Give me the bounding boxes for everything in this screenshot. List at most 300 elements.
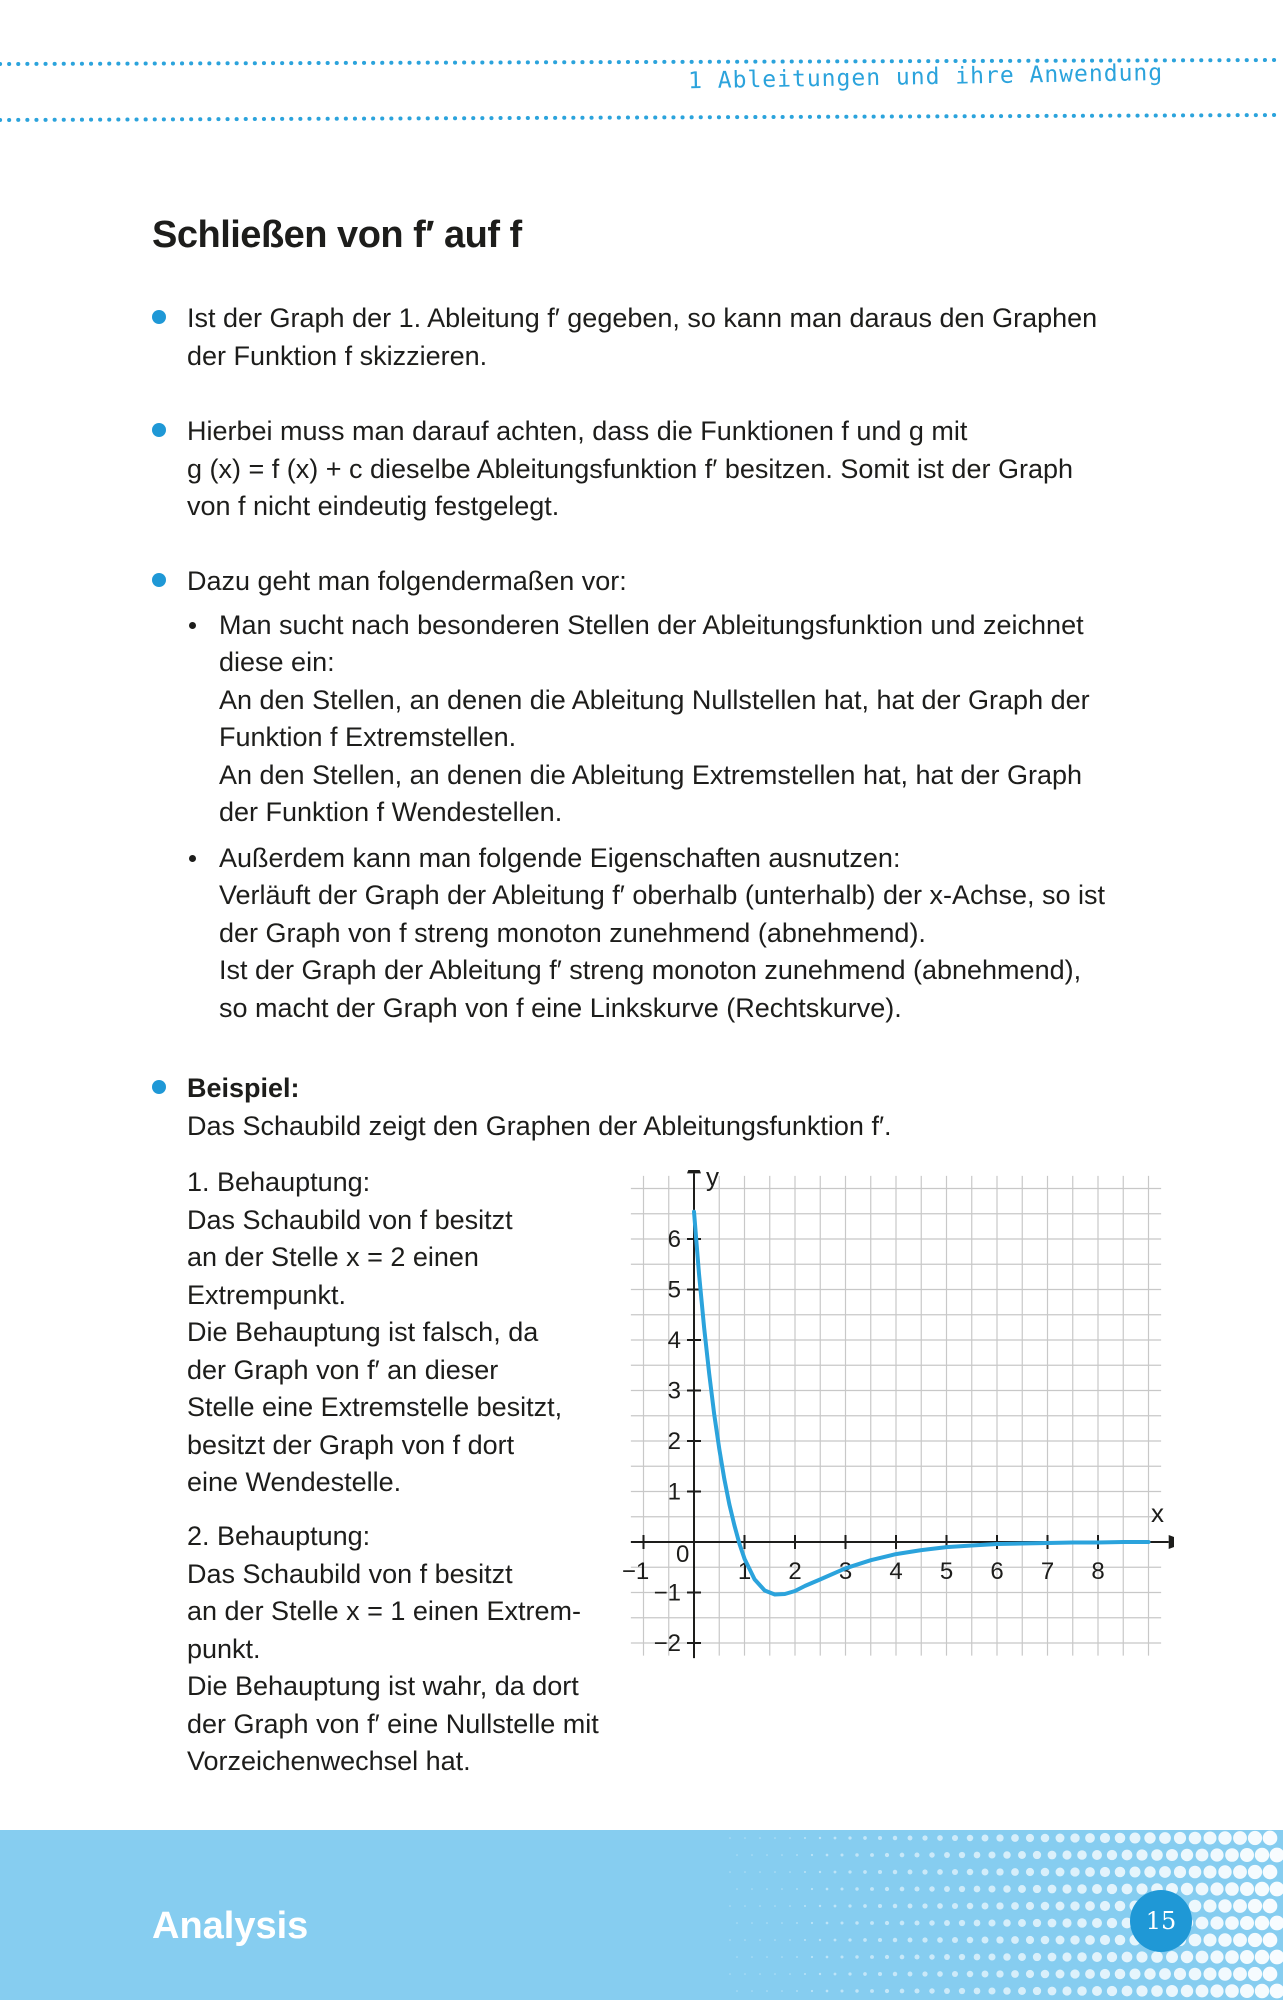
halftone-dot <box>1122 1850 1133 1861</box>
halftone-dot <box>1048 1851 1057 1860</box>
halftone-dot <box>1003 1919 1011 1927</box>
halftone-dot <box>900 1955 905 1960</box>
halftone-dot <box>1159 1832 1171 1844</box>
chart-labels <box>676 1170 1164 1568</box>
halftone-dot <box>789 1837 791 1839</box>
halftone-dot <box>781 1990 783 1992</box>
halftone-dot <box>855 1887 858 1890</box>
halftone-dot <box>804 1939 806 1941</box>
halftone-dot <box>922 1869 927 1874</box>
y-axis-arrow-icon <box>687 1170 701 1173</box>
halftone-dot <box>929 1988 934 1993</box>
halftone-dot <box>893 1836 897 1840</box>
halftone-dot <box>766 1990 768 1992</box>
halftone-dot <box>1033 1919 1041 1927</box>
halftone-dot <box>1056 1970 1065 1979</box>
halftone-dot <box>1255 1984 1269 1998</box>
halftone-dot <box>1248 1899 1262 1913</box>
halftone-dot <box>1107 1884 1117 1894</box>
halftone-dot <box>840 1887 843 1890</box>
halftone-dot <box>996 1902 1003 1909</box>
halftone-dot <box>1181 1951 1193 1963</box>
halftone-dot <box>834 1905 837 1908</box>
halftone-dot <box>1033 1885 1041 1893</box>
x-tick-label: 2 <box>788 1558 802 1585</box>
halftone-dot <box>922 1835 927 1840</box>
derivative-graph <box>614 1170 1174 1670</box>
halftone-dot <box>952 1937 958 1943</box>
halftone-dot <box>1003 1987 1011 1995</box>
halftone-dot <box>781 1888 783 1890</box>
claim-1-line-8: besitzt der Graph von f dort <box>187 1429 515 1460</box>
example-label: Beispiel: <box>187 1073 300 1103</box>
footer-section-label: Analysis <box>152 1905 309 1947</box>
bullet-3 <box>152 563 1162 1027</box>
halftone-dot <box>885 1989 889 1993</box>
halftone-dot <box>893 1972 897 1976</box>
halftone-dot <box>1070 1867 1079 1876</box>
claim-1-line-2: Das Schaubild von f besitzt <box>187 1204 513 1235</box>
halftone-dot <box>848 1870 851 1873</box>
halftone-dot <box>1115 1935 1126 1946</box>
halftone-dot <box>1048 1987 1057 1996</box>
halftone-dot <box>1092 1918 1102 1928</box>
halftone-dot <box>900 1853 905 1858</box>
halftone-dot <box>1003 1885 1011 1893</box>
halftone-dot <box>1048 1885 1057 1894</box>
halftone-dot <box>1077 1986 1087 1996</box>
halftone-dot <box>1136 1985 1147 1996</box>
halftone-dot <box>1203 1899 1216 1912</box>
halftone-dot <box>781 1956 783 1958</box>
halftone-dot <box>789 1973 791 1975</box>
halftone-dot <box>819 1973 821 1975</box>
halftone-dot <box>1115 1867 1126 1878</box>
halftone-dot <box>766 1922 768 1924</box>
halftone-dot <box>826 1888 829 1891</box>
halftone-dot <box>1248 1933 1262 1947</box>
halftone-dot <box>774 1973 776 1975</box>
claim-1-line-6: der Graph von f′ an dieser <box>187 1354 499 1385</box>
sub-bullet-dot-icon <box>189 855 196 862</box>
halftone-dot <box>1225 1916 1239 1930</box>
halftone-dot <box>914 1920 919 1925</box>
halftone-dot <box>1151 1951 1163 1963</box>
halftone-dot <box>885 1921 889 1925</box>
halftone-dot <box>736 1888 738 1890</box>
sub-bullet-1-line-6: der Funktion f Wendestellen. <box>219 797 563 827</box>
halftone-dot <box>1100 1969 1110 1979</box>
halftone-dot <box>988 1987 995 1994</box>
halftone-dot <box>1062 1986 1071 1995</box>
halftone-dot <box>908 1836 913 1841</box>
halftone-dot <box>1218 1899 1231 1912</box>
sub-bullet-dot-icon <box>189 622 196 629</box>
halftone-dot <box>1263 1933 1278 1948</box>
halftone-dot <box>1218 1865 1231 1878</box>
halftone-dot <box>1181 1849 1193 1861</box>
bullet-dot-icon <box>152 1080 166 1094</box>
halftone-dot <box>855 1989 858 1992</box>
halftone-dot <box>840 1989 843 1992</box>
halftone-dot <box>1144 1968 1155 1979</box>
halftone-dot <box>937 1835 943 1841</box>
halftone-dot <box>1018 1851 1026 1859</box>
halftone-dot <box>789 1939 791 1941</box>
halftone-dot <box>1181 1883 1193 1895</box>
halftone-dot <box>789 1905 791 1907</box>
claim-2-line-5: Die Behauptung ist wahr, da dort <box>187 1671 579 1701</box>
y-tick-label: 1 <box>667 1478 681 1506</box>
halftone-dot <box>1233 1831 1247 1845</box>
sub-bullet-2-line-1: Außerdem kann man folgende Eigenschaften ausnutzen: <box>219 842 901 873</box>
y-tick-label: 5 <box>667 1276 681 1304</box>
halftone-dot <box>944 1886 950 1892</box>
claim-1-line-1: 1. Behauptung: <box>187 1167 371 1197</box>
halftone-dot <box>751 1922 753 1924</box>
halftone-dot <box>781 1854 783 1856</box>
halftone-dot <box>1130 1969 1141 1980</box>
halftone-dot <box>848 1972 851 1975</box>
halftone-dot <box>804 1973 806 1975</box>
halftone-dot <box>1056 1834 1065 1843</box>
halftone-dot <box>1062 1918 1071 1927</box>
halftone-dot <box>908 1938 913 1943</box>
halftone-dot <box>811 1956 813 1958</box>
halftone-dot <box>855 1955 858 1958</box>
halftone-dot <box>796 1854 798 1856</box>
halftone-dot <box>1210 1950 1223 1963</box>
halftone-dot <box>1240 1916 1254 1930</box>
halftone-dot <box>870 1955 874 1959</box>
halftone-dot <box>1011 1868 1019 1876</box>
halftone-dot <box>1233 1865 1247 1879</box>
halftone-dot <box>1151 1849 1163 1861</box>
halftone-dot <box>1107 1952 1117 1962</box>
halftone-dot <box>1107 1918 1117 1928</box>
halftone-dot <box>878 1972 882 1976</box>
halftone-dot <box>900 1887 905 1892</box>
halftone-dot <box>870 1853 874 1857</box>
y-tick-label: −2 <box>653 1630 681 1657</box>
halftone-dot <box>885 1955 889 1959</box>
halftone-dot <box>929 1920 934 1925</box>
claim-2-line-6: der Graph von f′ eine Nullstelle mit <box>187 1708 599 1739</box>
halftone-dot <box>1062 1850 1071 1859</box>
halftone-dot <box>1018 1953 1026 1961</box>
halftone-dot <box>834 1939 837 1942</box>
x-tick-label: 8 <box>1091 1558 1105 1585</box>
halftone-dot <box>1225 1848 1239 1862</box>
halftone-dot <box>914 1988 919 1993</box>
sub-bullet-2-line-3: der Graph von f streng monoton zunehmend (abnehmend). <box>219 917 926 948</box>
x-tick-label: 5 <box>939 1558 954 1585</box>
halftone-dot <box>1196 1917 1209 1930</box>
halftone-dot <box>804 1871 806 1873</box>
halftone-dot <box>996 1868 1003 1875</box>
halftone-dot <box>834 1973 837 1976</box>
bullet-2-line-1: Hierbei muss man darauf achten, dass die Funktionen f und g mit <box>187 416 968 446</box>
x-tick-label: 4 <box>889 1558 903 1585</box>
halftone-dot <box>1085 1901 1095 1911</box>
halftone-dot <box>982 1869 989 1876</box>
halftone-dot <box>840 1955 843 1958</box>
sub-bullet-2 <box>219 840 1162 1028</box>
halftone-dot <box>1130 1833 1141 1844</box>
halftone-dot <box>1189 1934 1202 1947</box>
halftone-dot <box>929 1954 934 1959</box>
halftone-dot <box>1233 1933 1247 1947</box>
halftone-dot <box>1144 1866 1155 1877</box>
halftone-dot <box>729 1871 731 1873</box>
halftone-dot <box>855 1921 858 1924</box>
halftone-dot <box>826 1990 829 1993</box>
halftone-dot <box>759 1837 761 1839</box>
halftone-dot <box>1085 1833 1095 1843</box>
halftone-dot <box>819 1837 821 1839</box>
halftone-dot <box>1189 1968 1202 1981</box>
halftone-dot <box>834 1837 837 1840</box>
halftone-dot <box>1026 1902 1034 1910</box>
bullet-dot-icon <box>152 573 166 587</box>
halftone-dot <box>1166 1985 1178 1997</box>
y-tick-label: 2 <box>667 1428 681 1455</box>
halftone-dot <box>974 1988 981 1995</box>
halftone-dot <box>944 1852 950 1858</box>
halftone-dot <box>1011 1902 1019 1910</box>
halftone-dot <box>1033 1987 1041 1995</box>
halftone-dot <box>1056 1936 1065 1945</box>
sub-bullet-2-line-5: so macht der Graph von f eine Linkskurve (Rechtskurve). <box>219 992 902 1023</box>
page-number-badge: 15 <box>1130 1890 1192 1952</box>
halftone-dot <box>863 1972 867 1976</box>
halftone-dot <box>751 1956 753 1958</box>
halftone-dot <box>974 1886 981 1893</box>
halftone-dot <box>736 1990 738 1992</box>
halftone-dot <box>1159 1968 1171 1980</box>
halftone-dot <box>759 1973 761 1975</box>
halftone-dot <box>1210 1984 1223 1997</box>
halftone-dot <box>1248 1831 1262 1845</box>
halftone-dot <box>922 1937 927 1942</box>
halftone-dot <box>774 1871 776 1873</box>
halftone-dot <box>1092 1952 1102 1962</box>
halftone-dot <box>988 1885 995 1892</box>
halftone-dot <box>1092 1884 1102 1894</box>
halftone-dot <box>811 1888 813 1890</box>
halftone-dot <box>863 1836 867 1840</box>
claim-2 <box>187 1518 650 1781</box>
halftone-dot <box>1018 1987 1026 1995</box>
halftone-dot <box>796 1990 798 1992</box>
sub-bullet-1-line-3: An den Stellen, an denen die Ableitung Nullstellen hat, hat der Graph der <box>219 684 1090 715</box>
halftone-dot <box>1070 1935 1079 1944</box>
halftone-dot <box>1018 1919 1026 1927</box>
halftone-dot <box>766 1888 768 1890</box>
halftone-dot <box>959 1988 965 1994</box>
origin-label: 0 <box>676 1541 690 1568</box>
sub-bullet-2-line-2: Verläuft der Graph der Ableitung f′ oberhalb (unterhalb) der x-Achse, so ist <box>219 880 1106 910</box>
halftone-dot <box>1159 1866 1171 1878</box>
halftone-dot <box>914 1954 919 1959</box>
halftone-dot <box>863 1870 867 1874</box>
y-tick-label: 4 <box>667 1327 681 1354</box>
claim-1 <box>187 1164 647 1502</box>
bullet-dot-icon <box>152 423 166 437</box>
halftone-dot <box>863 1904 867 1908</box>
halftone-dot <box>1263 1831 1278 1846</box>
halftone-dot <box>796 1888 798 1890</box>
halftone-dot <box>1077 1884 1087 1894</box>
halftone-dot <box>1011 1834 1019 1842</box>
halftone-dot <box>1077 1850 1087 1860</box>
sub-bullet-1 <box>219 607 1162 832</box>
halftone-dot <box>1003 1953 1011 1961</box>
halftone-dot <box>1240 1882 1254 1896</box>
halftone-dot <box>996 1936 1003 1943</box>
halftone-dot <box>1210 1848 1223 1861</box>
halftone-dot <box>893 1938 897 1942</box>
halftone-dot <box>819 1939 821 1941</box>
halftone-dot <box>1041 1970 1050 1979</box>
halftone-dot <box>1189 1866 1202 1879</box>
halftone-dot <box>1166 1951 1178 1963</box>
halftone-dot <box>1041 1834 1050 1843</box>
halftone-dot <box>781 1922 783 1924</box>
halftone-dot <box>1203 1831 1216 1844</box>
halftone-dot <box>759 1871 761 1873</box>
halftone-dot <box>1218 1967 1231 1980</box>
halftone-dot <box>729 1973 731 1975</box>
halftone-dot <box>937 1869 943 1875</box>
halftone-dot <box>751 1990 753 1992</box>
x-axis-label: x <box>1151 1498 1165 1528</box>
halftone-dot <box>1041 1868 1050 1877</box>
halftone-dot <box>1263 1967 1278 1982</box>
halftone-dot <box>878 1938 882 1942</box>
halftone-dot <box>1203 1865 1216 1878</box>
halftone-dot <box>744 1905 746 1907</box>
bullet-1-line-1: Ist der Graph der 1. Ableitung f′ gegeben, so kann man daraus den Graphen <box>187 303 1098 333</box>
halftone-dot <box>1011 1936 1019 1944</box>
halftone-dot <box>796 1956 798 1958</box>
halftone-dot <box>759 1905 761 1907</box>
halftone-dot <box>1048 1953 1057 1962</box>
halftone-dot <box>1240 1984 1254 1998</box>
halftone-dot <box>819 1871 821 1873</box>
halftone-dot <box>952 1869 958 1875</box>
halftone-dot <box>1196 1985 1209 1998</box>
halftone-dot <box>1070 1833 1079 1842</box>
halftone-dot <box>1041 1902 1050 1911</box>
halftone-dot <box>729 1939 731 1941</box>
halftone-dot <box>1026 1834 1034 1842</box>
halftone-dot <box>1100 1867 1110 1877</box>
y-axis-label: y <box>706 1170 719 1192</box>
halftone-dot <box>774 1837 776 1839</box>
halftone-dot <box>1122 1884 1133 1895</box>
claim-2-line-2: Das Schaubild von f besitzt <box>187 1558 513 1589</box>
halftone-dot <box>982 1971 989 1978</box>
halftone-dot <box>1115 1833 1126 1844</box>
halftone-dot <box>1033 1851 1041 1859</box>
halftone-dot <box>908 1904 913 1909</box>
halftone-dot <box>922 1971 927 1976</box>
halftone-dot <box>1085 1969 1095 1979</box>
halftone-dot <box>759 1939 761 1941</box>
halftone-dot <box>974 1954 981 1961</box>
halftone-dot <box>952 1903 958 1909</box>
halftone-dot <box>1196 1849 1209 1862</box>
halftone-dot <box>944 1920 950 1926</box>
halftone-dot <box>937 1903 943 1909</box>
halftone-dot <box>819 1905 821 1907</box>
halftone-dot <box>826 1956 829 1959</box>
halftone-dot <box>967 1971 974 1978</box>
halftone-dot <box>988 1851 995 1858</box>
halftone-dot <box>922 1903 927 1908</box>
halftone-dot <box>840 1921 843 1924</box>
halftone-dot <box>1077 1918 1087 1928</box>
halftone-dot <box>1166 1849 1178 1861</box>
halftone-dot <box>1240 1950 1254 1964</box>
halftone-dot <box>1225 1984 1239 1998</box>
y-tick-label: 3 <box>667 1377 681 1405</box>
halftone-dot <box>729 1905 731 1907</box>
halftone-dot <box>1196 1951 1209 1964</box>
halftone-dot <box>1255 1882 1269 1896</box>
halftone-dot <box>1056 1902 1065 1911</box>
halftone-dot <box>744 1837 746 1839</box>
halftone-dot <box>982 1835 989 1842</box>
halftone-dot <box>736 1956 738 1958</box>
halftone-dot <box>744 1871 746 1873</box>
halftone-dot <box>988 1919 995 1926</box>
halftone-dot <box>811 1990 813 1992</box>
halftone-dot <box>885 1887 889 1891</box>
halftone-dot <box>1062 1952 1071 1961</box>
halftone-dot <box>914 1886 919 1891</box>
halftone-dot <box>1122 1952 1133 1963</box>
halftone-dot <box>1070 1901 1079 1910</box>
halftone-dot <box>1255 1848 1269 1862</box>
bullet-1-line-2: der Funktion f skizzieren. <box>187 340 488 371</box>
sub-bullet-2-line-4: Ist der Graph der Ableitung f′ streng monoton zunehmend (abnehmend), <box>219 955 1082 985</box>
halftone-dot <box>751 1888 753 1890</box>
halftone-dot <box>929 1886 934 1891</box>
halftone-dot <box>840 1853 843 1856</box>
halftone-dot <box>1255 1950 1269 1964</box>
halftone-dot <box>1130 1867 1141 1878</box>
halftone-dot <box>1115 1969 1126 1980</box>
halftone-dot <box>944 1954 950 1960</box>
chapter-header: 1 Ableitungen und ihre Anwendung <box>687 60 1164 95</box>
halftone-dot <box>1218 1933 1231 1946</box>
halftone-dot <box>1018 1885 1026 1893</box>
halftone-dot <box>967 1869 974 1876</box>
halftone-dot <box>1196 1883 1209 1896</box>
halftone-dot <box>804 1837 806 1839</box>
halftone-dot <box>967 1937 974 1944</box>
claim-1-line-4: Extrempunkt. <box>187 1279 347 1310</box>
halftone-dot <box>1225 1950 1239 1964</box>
halftone-dot <box>736 1854 738 1856</box>
halftone-dot <box>1151 1985 1163 1997</box>
halftone-dot <box>952 1971 958 1977</box>
halftone-dot <box>988 1953 995 1960</box>
halftone-dot <box>974 1920 981 1927</box>
x-tick-label: 6 <box>990 1558 1004 1585</box>
